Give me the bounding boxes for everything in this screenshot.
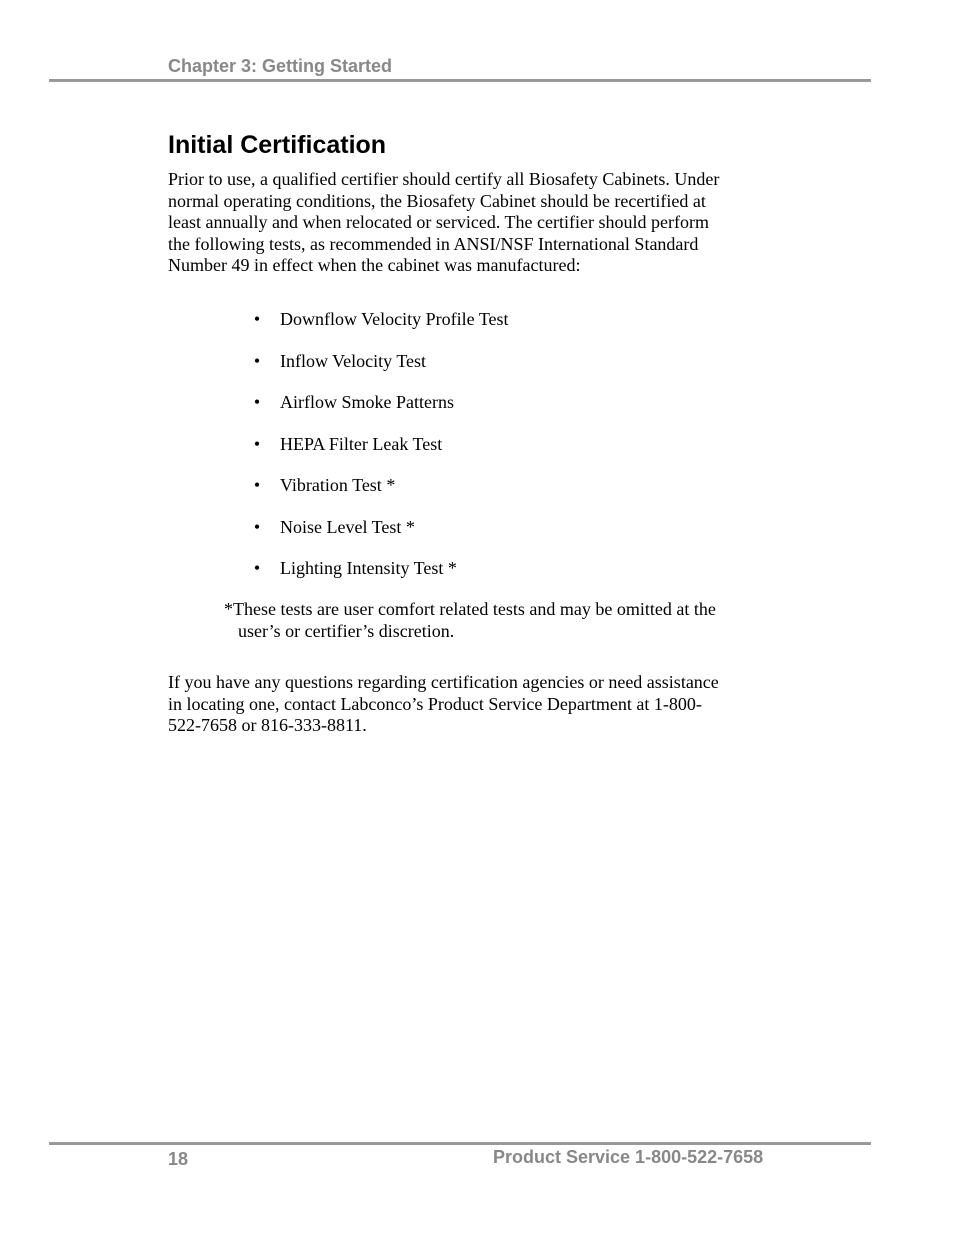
intro-line: normal operating conditions, the Biosafety Cabinet should be recertified at: [168, 190, 706, 211]
bullet-icon: •: [253, 558, 261, 578]
list-item-label: HEPA Filter Leak Test: [280, 433, 443, 454]
bullet-icon: •: [253, 350, 261, 371]
intro-line: Prior to use, a qualified certifier should certify all Biosafety Cabinets. Under: [168, 169, 720, 189]
contact-line: 522-7658 or 816-333-8811.: [168, 715, 367, 735]
list-item-label: Vibration Test *: [280, 475, 396, 495]
footnote-line: *These tests are user comfort related tests and may be omitted at the: [224, 599, 716, 619]
intro-line: Number 49 in effect when the cabinet was manufactured:: [168, 255, 581, 275]
contact-paragraph: [168, 672, 719, 737]
list-item-label: Inflow Velocity Test: [280, 350, 427, 371]
contact-line: in locating one, contact Labconco’s Product Service Department at 1-800-: [168, 693, 702, 714]
running-header: Chapter 3: Getting Started: [168, 56, 393, 76]
list-item-label: Downflow Velocity Profile Test: [280, 309, 509, 329]
intro-paragraph: [168, 169, 719, 277]
bullet-icon: •: [253, 309, 261, 329]
bullet-icon: •: [253, 433, 261, 454]
intro-line: least annually and when relocated or serviced. The certifier should perform: [168, 212, 709, 232]
section-title: Initial Certification: [168, 131, 387, 159]
footer-rule: [49, 1142, 871, 1145]
intro-line: the following tests, as recommended in ANSI/NSF International Standard: [168, 233, 699, 254]
list-item-label: Lighting Intensity Test *: [280, 558, 457, 578]
list-item-label: Airflow Smoke Patterns: [280, 392, 454, 412]
page-number: 18: [168, 1149, 189, 1169]
footnote: [224, 598, 716, 642]
footnote-line: user’s or certifier’s discretion.: [238, 621, 455, 641]
header-rule: [49, 79, 871, 82]
contact-line: If you have any questions regarding certification agencies or need assistance: [168, 672, 719, 692]
bullet-icon: •: [253, 475, 261, 495]
list-item-label: Noise Level Test *: [280, 516, 415, 537]
bullet-icon: •: [253, 516, 261, 537]
bullet-icon: •: [253, 392, 261, 412]
footer-service-phone: Product Service 1-800-522-7658: [493, 1147, 764, 1167]
